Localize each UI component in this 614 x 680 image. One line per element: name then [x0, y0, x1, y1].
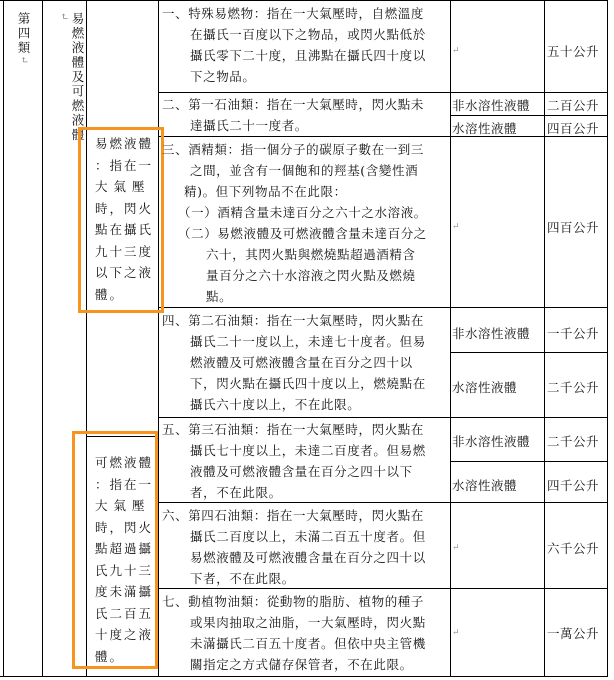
- desc-line: 攝氏零下二十度，且沸點在攝氏四十度以: [190, 48, 426, 63]
- hline-r2: [158, 136, 608, 137]
- note-line: 九十三度: [95, 243, 154, 259]
- desc-subline: 量百分之六十水溶液之閃火點及燃燒: [206, 268, 416, 283]
- desc-line: 在攝氏一百度以下之物品，或閃火點低於: [190, 27, 426, 42]
- vline-desc: [450, 0, 451, 677]
- hline-r5a: [450, 461, 608, 462]
- top-border: [0, 0, 608, 1]
- row-5-description: [162, 419, 450, 503]
- desc-line: 未滿攝氏二百五十度者。但依中央主管機: [190, 636, 426, 651]
- paragraph-mark: ↵: [18, 55, 29, 66]
- bottom-border: [0, 676, 608, 677]
- row-6-quantity: 六千公升: [547, 541, 600, 556]
- row-1-quantity: 五十公升: [547, 44, 600, 59]
- hline-r1: [158, 92, 608, 93]
- desc-line: 攝氏二百度以上，未滿二百五十度者。但: [190, 529, 426, 544]
- row-1-description: [162, 3, 450, 87]
- hline-r4a: [450, 352, 608, 353]
- row-2-quantity-2: 四百公升: [547, 121, 600, 136]
- desc-line: 下之物品。: [190, 69, 256, 84]
- row-5-quantity-2: 四千公升: [547, 478, 600, 493]
- desc-line: 五、第三石油類：指在一大氣壓時，閃火點在: [162, 422, 425, 437]
- note-line: 度未滿攝: [95, 584, 154, 599]
- note-line: 以下之液: [95, 265, 154, 280]
- category-name-text: 易燃液體及可燃液體: [70, 12, 85, 143]
- row-2-quantity-1: 二百公升: [547, 98, 600, 113]
- note-line: 氏二百五: [95, 605, 154, 621]
- vline-cat: [42, 0, 43, 677]
- hline-r2a: [450, 115, 608, 116]
- empty-type-mark-row-6: ↵: [452, 543, 460, 553]
- desc-subline: 點。: [206, 289, 233, 304]
- vline-type: [544, 0, 545, 677]
- desc-line: 三、酒精類：指一個分子的碳原子數在一到三: [162, 142, 425, 157]
- row-4-quantity-2: 二千公升: [547, 380, 600, 395]
- desc-line: 七、動植物油類：從動物的脂肪、植物的種子: [162, 594, 425, 609]
- vline-left: [3, 0, 4, 677]
- desc-line: 一、特殊易燃物：指在一大氣壓時，自燃溫度: [162, 6, 425, 21]
- note-line: 體。: [95, 648, 125, 664]
- note-line: 易燃液體: [95, 136, 154, 151]
- desc-line: 下，閃火點在攝氏四十度以上，燃燒點在: [190, 376, 426, 391]
- row-2-type-1: 非水溶性液體: [452, 98, 531, 113]
- category-text: 第四類: [16, 12, 31, 56]
- note-line: 時，閃火: [95, 200, 154, 216]
- note-line: 體。: [95, 286, 125, 302]
- desc-line: 關指定之方式儲存保管者，不在此限。: [190, 657, 413, 672]
- desc-line: 下者，不在此限。: [190, 571, 295, 586]
- desc-line: 液體及可燃液體含量在百分之四十以下: [190, 464, 413, 479]
- row-3-description: [162, 139, 450, 307]
- desc-line: 精)。但下列物品不在此限：: [184, 184, 347, 199]
- row-4-quantity-1: 一千公升: [547, 326, 600, 341]
- row-2-type-2: 水溶性液體: [452, 121, 518, 136]
- desc-subline: 六十，其閃火點與燃燒點超過酒精含: [206, 247, 416, 262]
- desc-line: 四、第二石油類：指在一大氣壓時，閃火點在: [162, 313, 425, 328]
- desc-line: 者，不在此限。: [190, 485, 282, 500]
- row-6-description: [162, 505, 450, 589]
- desc-subline: （二）易燃液體及可燃液體含量未達百分之: [178, 226, 427, 241]
- note-combustible: [95, 452, 153, 667]
- row-7-quantity: 一萬公升: [547, 626, 600, 641]
- vline-note: [158, 0, 159, 677]
- desc-line: 攝氏六十度以上，不在此限。: [190, 397, 361, 412]
- note-flammable: [95, 133, 153, 305]
- row-5-type-1: 非水溶性液體: [452, 434, 531, 449]
- desc-subline: （一）酒精含量未達百分之六十之水溶液。: [178, 205, 427, 220]
- note-line: 點超過攝: [95, 541, 154, 556]
- desc-line: 之間，並含有一個飽和的羥基(含變性酒: [190, 163, 419, 178]
- desc-line: 達攝氏二十一度者。: [190, 118, 308, 133]
- row-7-description: [162, 591, 450, 675]
- desc-line: 二、第一石油類：指在一大氣壓時，閃火點未: [162, 97, 425, 112]
- desc-line: 燃液體及可燃液體含量在百分之四十以: [190, 355, 413, 370]
- category-label: [16, 12, 30, 132]
- row-3-quantity: 四百公升: [547, 220, 600, 235]
- note-line: 時，閃火: [95, 519, 154, 535]
- hline-r4: [158, 417, 608, 418]
- desc-line: 易燃液體及可燃液體含量在百分之四十以: [190, 550, 426, 565]
- row-4-type-1: 非水溶性液體: [452, 326, 531, 341]
- empty-type-mark-row-1: ↵: [452, 46, 460, 56]
- note-line: 大 氣 壓: [95, 179, 146, 194]
- empty-type-mark-row-7: ↵: [452, 628, 460, 638]
- note-line: ：指在一: [95, 476, 154, 492]
- note-line: 氏九十三: [95, 562, 154, 578]
- note-line: 大 氣 壓: [95, 498, 146, 513]
- row-4-type-2: 水溶性液體: [452, 380, 518, 395]
- row-4-description: [162, 310, 450, 415]
- desc-line: 或果肉抽取之油脂，一大氣壓時，閃火點: [190, 615, 426, 630]
- note-line: 可燃液體: [95, 455, 154, 470]
- note-line: ：指在一: [95, 157, 154, 173]
- row-5-quantity-1: 二千公升: [547, 434, 600, 449]
- row-5-type-2: 水溶性液體: [452, 478, 518, 493]
- row-2-description: [162, 94, 450, 136]
- empty-type-mark-row-3: ↵: [452, 222, 460, 232]
- note-line: 十度之液: [95, 627, 154, 642]
- desc-line: 六、第四石油類：指在一大氣壓時，閃火點在: [162, 508, 425, 523]
- desc-line: 攝氏二十一度以上，未達七十度者。但易: [190, 334, 426, 349]
- hline-r3: [158, 307, 608, 308]
- vline-right: [607, 0, 608, 677]
- paragraph-mark: ↵: [58, 12, 69, 23]
- desc-line: 攝氏七十度以上，未達二百度者。但易燃: [190, 443, 426, 458]
- note-line: 點在攝氏: [95, 222, 154, 237]
